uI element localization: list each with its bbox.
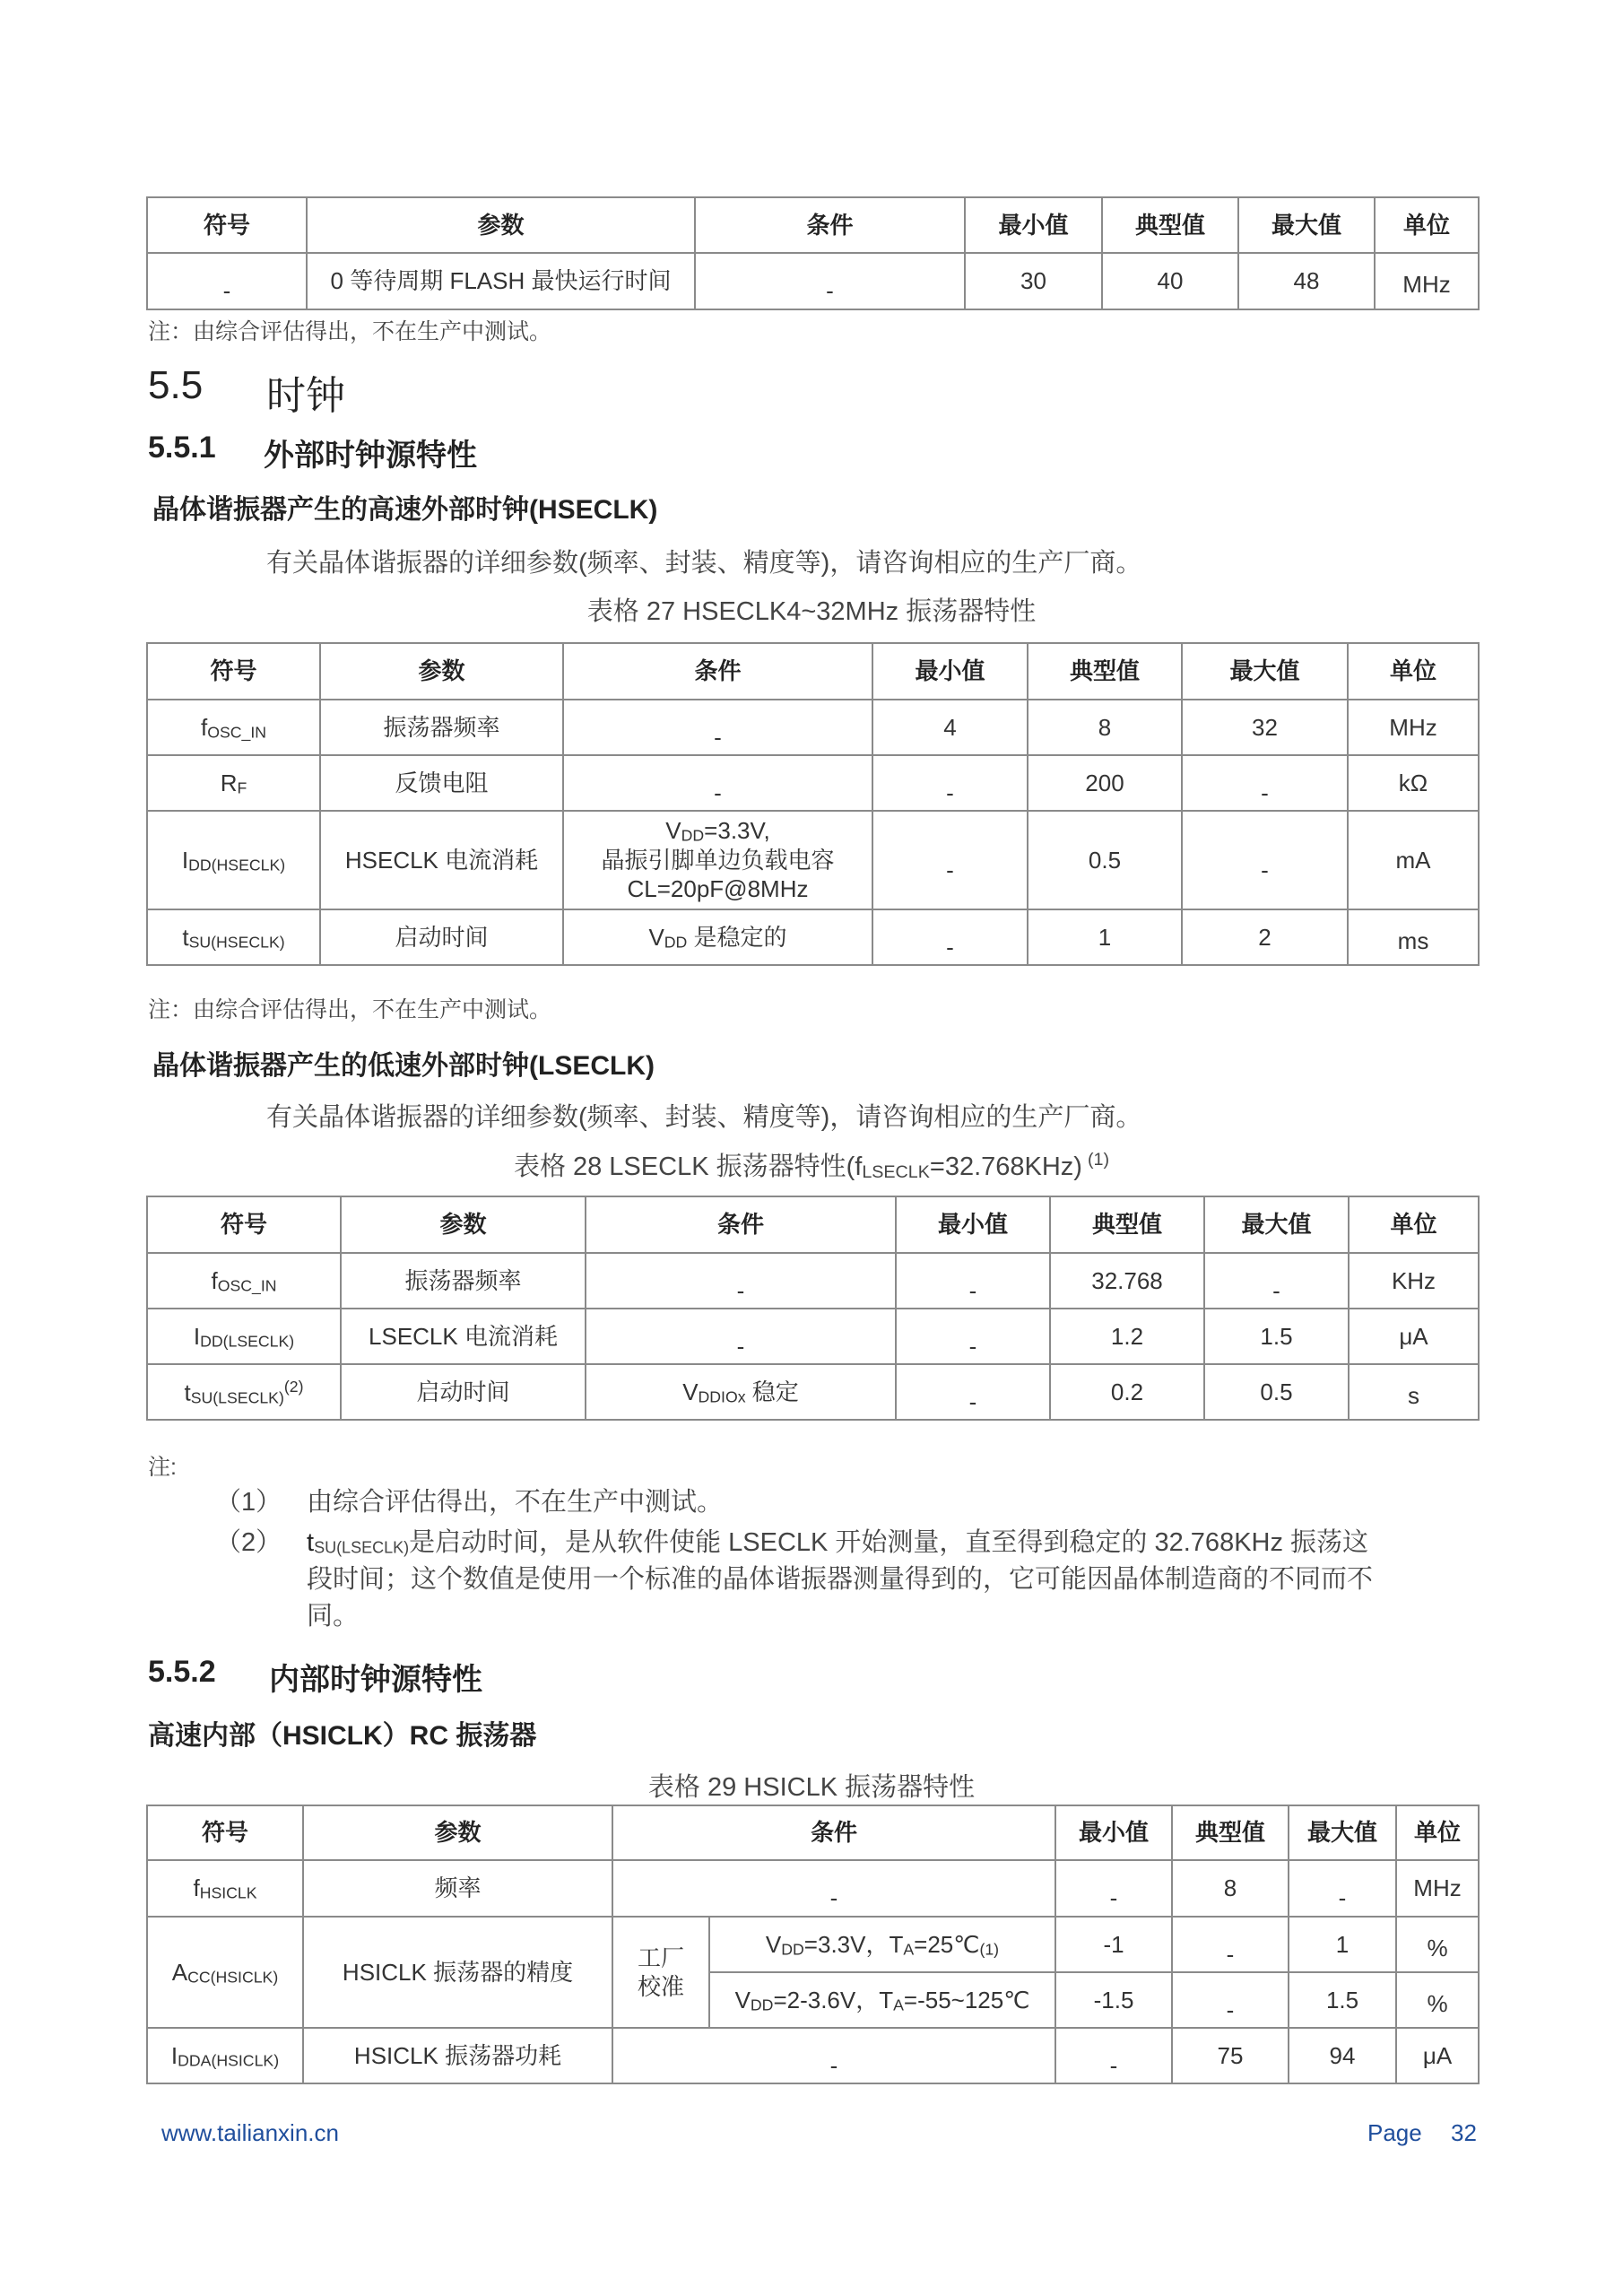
table-row (147, 811, 1479, 909)
cell-cond: VDD=3.3V，TA=25℃(1) (709, 1917, 1055, 1972)
header-symbol: 符号 (147, 643, 320, 700)
table-row (147, 1309, 1479, 1364)
cell-typ: 200 (1028, 755, 1182, 811)
table-header-row (147, 1805, 1479, 1860)
header-min: 最小值 (965, 197, 1102, 253)
note-1-number: （1） (215, 1488, 282, 1517)
header-cond: 条件 (586, 1196, 896, 1253)
cell-cond: - (612, 2028, 1055, 2083)
table-note: 注：由综合评估得出，不在生产中测试。 (148, 319, 552, 344)
cell-param: LSECLK 电流消耗 (341, 1309, 586, 1364)
cell-param: 反馈电阻 (320, 755, 563, 811)
header-cond: 条件 (695, 197, 965, 253)
hseclk-table (146, 642, 1480, 966)
cell-typ: - (1172, 1972, 1289, 2028)
cell-min: - (896, 1253, 1050, 1309)
cell-symbol: fOSC_IN (147, 1253, 341, 1309)
hse-table-caption: 表格 27 HSECLK4~32MHz 振荡器特性 (586, 597, 1037, 626)
cell-max: 2 (1182, 909, 1348, 965)
hsiclk-table (146, 1805, 1480, 2084)
cell-min: - (872, 755, 1028, 811)
section-5-5-number: 5.5 (148, 363, 204, 407)
footer-page-label: Page (1367, 2119, 1422, 2146)
section-5-5-2-title: 内部时钟源特性 (269, 1663, 482, 1697)
lse-heading: 晶体谐振器产生的低速外部时钟(LSECLK) (152, 1051, 655, 1081)
cell-typ: 75 (1172, 2028, 1289, 2083)
table-row (147, 1860, 1479, 1917)
cell-cond: - (612, 1860, 1055, 1917)
cell-symbol: RF (147, 755, 320, 811)
cell-max: 0.5 (1204, 1364, 1349, 1420)
cell-unit: μA (1349, 1309, 1479, 1364)
header-min: 最小值 (1055, 1805, 1172, 1860)
cell-cond: - (586, 1309, 896, 1364)
cell-unit: s (1349, 1364, 1479, 1420)
note-1-text: 由综合评估得出，不在生产中测试。 (307, 1488, 724, 1517)
header-max: 最大值 (1289, 1805, 1396, 1860)
note-2-line-1: tSU(LSECLK)是启动时间，是从软件使能 LSECLK 开始测量，直至得到稳定的 32.768KHz 振荡这 (307, 1528, 1369, 1557)
cell-typ: 32.768 (1050, 1253, 1204, 1309)
lseclk-table (146, 1196, 1480, 1421)
cell-cond (563, 811, 872, 909)
cell-min: - (896, 1309, 1050, 1364)
cell-typ: 8 (1172, 1860, 1289, 1917)
cell-min: -1.5 (1055, 1972, 1172, 2028)
hsi-heading: 高速内部（HSICLK）RC 振荡器 (148, 1721, 537, 1751)
cell-symbol: fOSC_IN (147, 700, 320, 755)
cell-unit: MHz (1375, 253, 1479, 309)
cell-unit: % (1396, 1917, 1479, 1972)
header-typ: 典型值 (1172, 1805, 1289, 1860)
cell-param: 振荡器频率 (341, 1253, 586, 1309)
table-row (147, 1917, 1479, 1972)
section-5-5-title: 时钟 (266, 374, 345, 418)
cell-param: 振荡器频率 (320, 700, 563, 755)
cell-symbol: fHSICLK (147, 1860, 303, 1917)
cell-max: 32 (1182, 700, 1348, 755)
table-header-row (147, 643, 1479, 700)
header-max: 最大值 (1238, 197, 1375, 253)
cell-max: - (1182, 811, 1348, 909)
cell-max: 1.5 (1289, 1972, 1396, 2028)
cell-param: HSECLK 电流消耗 (320, 811, 563, 909)
cell-unit: ms (1348, 909, 1479, 965)
cell-max: 94 (1289, 2028, 1396, 2083)
cell-unit: MHz (1396, 1860, 1479, 1917)
cell-cond-group: 工厂 校准 (612, 1917, 709, 2028)
cond-line-2: 晶振引脚单边负载电容 (601, 846, 835, 874)
cell-param: 0 等待周期 FLASH 最快运行时间 (307, 253, 695, 309)
hse-paragraph: 有关晶体谐振器的详细参数(频率、封装、精度等)，请咨询相应的生产厂商。 (266, 549, 1142, 578)
header-min: 最小值 (896, 1196, 1050, 1253)
cell-min: -1 (1055, 1917, 1172, 1972)
cell-min: - (896, 1364, 1050, 1420)
table-row (147, 1364, 1479, 1420)
cell-unit: MHz (1348, 700, 1479, 755)
cell-min: - (872, 909, 1028, 965)
cell-min: 30 (965, 253, 1102, 309)
cell-unit: % (1396, 1972, 1479, 2028)
cell-unit: KHz (1349, 1253, 1479, 1309)
cell-symbol: tSU(HSECLK) (147, 909, 320, 965)
cell-typ: 0.2 (1050, 1364, 1204, 1420)
table-row (147, 2028, 1479, 2083)
cell-param: HSICLK 振荡器功耗 (303, 2028, 612, 2083)
table-header-row (147, 1196, 1479, 1253)
cell-max: 1.5 (1204, 1309, 1349, 1364)
cell-symbol: - (147, 253, 307, 309)
section-5-5-2-number: 5.5.2 (148, 1655, 216, 1689)
table-header-row (147, 197, 1479, 253)
cell-symbol: IDD(LSECLK) (147, 1309, 341, 1364)
header-symbol: 符号 (147, 197, 307, 253)
table-row (147, 253, 1479, 309)
cell-min: - (1055, 1860, 1172, 1917)
header-param: 参数 (341, 1196, 586, 1253)
cell-typ: 40 (1102, 253, 1238, 309)
cell-param: 启动时间 (341, 1364, 586, 1420)
header-param: 参数 (303, 1805, 612, 1860)
cell-max: - (1204, 1253, 1349, 1309)
footer-website-link[interactable]: www.tailianxin.cn (161, 2119, 339, 2146)
cell-cond: VDD 是稳定的 (563, 909, 872, 965)
cell-unit: μA (1396, 2028, 1479, 2083)
header-param: 参数 (320, 643, 563, 700)
section-5-5-1-title: 外部时钟源特性 (264, 439, 477, 473)
notes-label: 注: (148, 1455, 177, 1480)
table-row (147, 1253, 1479, 1309)
cell-min: - (1055, 2028, 1172, 2083)
cell-typ: 1.2 (1050, 1309, 1204, 1364)
header-min: 最小值 (872, 643, 1028, 700)
cell-cond: - (695, 253, 965, 309)
cell-cond: VDDIOx 稳定 (586, 1364, 896, 1420)
cell-max: 1 (1289, 1917, 1396, 1972)
cell-cond: - (563, 755, 872, 811)
cell-max: - (1289, 1860, 1396, 1917)
cell-typ: 0.5 (1028, 811, 1182, 909)
header-symbol: 符号 (147, 1805, 303, 1860)
header-unit: 单位 (1396, 1805, 1479, 1860)
cell-unit: mA (1348, 811, 1479, 909)
cell-symbol: IDD(HSECLK) (147, 811, 320, 909)
header-unit: 单位 (1349, 1196, 1479, 1253)
cell-min: 4 (872, 700, 1028, 755)
hse-note: 注：由综合评估得出，不在生产中测试。 (148, 997, 552, 1022)
header-typ: 典型值 (1102, 197, 1238, 253)
cell-max: 48 (1238, 253, 1375, 309)
cell-typ: 1 (1028, 909, 1182, 965)
hse-heading: 晶体谐振器产生的高速外部时钟(HSECLK) (152, 495, 658, 525)
cell-symbol: tSU(LSECLK)$^{(2)}$ (147, 1364, 341, 1420)
cell-cond: - (586, 1253, 896, 1309)
table-row (147, 909, 1479, 965)
header-typ: 典型值 (1050, 1196, 1204, 1253)
section-5-5-1-number: 5.5.1 (148, 430, 216, 465)
cell-min: - (872, 811, 1028, 909)
header-unit: 单位 (1348, 643, 1479, 700)
header-unit: 单位 (1375, 197, 1479, 253)
cell-symbol: IDDA(HSICLK) (147, 2028, 303, 2083)
cond-line-3: CL=20pF@8MHz (627, 875, 809, 903)
cell-max: - (1182, 755, 1348, 811)
header-cond: 条件 (612, 1805, 1055, 1860)
hsi-table-caption: 表格 29 HSICLK 振荡器特性 (647, 1773, 976, 1802)
cell-cond: - (563, 700, 872, 755)
header-max: 最大值 (1204, 1196, 1349, 1253)
flash-speed-table (146, 196, 1480, 310)
cell-typ: - (1172, 1917, 1289, 1972)
cell-param: HSICLK 振荡器的精度 (303, 1917, 612, 2028)
table-row (147, 700, 1479, 755)
cond-line-1: VDD=3.3V, (665, 817, 770, 845)
header-typ: 典型值 (1028, 643, 1182, 700)
header-param: 参数 (307, 197, 695, 253)
table-row (147, 755, 1479, 811)
header-symbol: 符号 (147, 1196, 341, 1253)
note-2-number: （2） (215, 1528, 282, 1557)
note-2-line-3: 同。 (307, 1602, 360, 1631)
cell-param: 频率 (303, 1860, 612, 1917)
lse-table-caption: 表格 28 LSECLK 振荡器特性(fLSECLK=32.768KHz) $^{(1)}$ (513, 1150, 1110, 1182)
cell-unit: kΩ (1348, 755, 1479, 811)
header-cond: 条件 (563, 643, 872, 700)
note-2-line-2: 段时间；这个数值是使用一个标准的晶体谐振器测量得到的，它可能因晶体制造商的不同而不 (307, 1565, 1374, 1594)
lse-paragraph: 有关晶体谐振器的详细参数(频率、封装、精度等)，请咨询相应的生产厂商。 (266, 1103, 1142, 1132)
cell-symbol: ACC(HSICLK) (147, 1917, 303, 2028)
cell-param: 启动时间 (320, 909, 563, 965)
footer-page-number: 32 (1451, 2119, 1477, 2146)
cell-typ: 8 (1028, 700, 1182, 755)
cell-cond: VDD=2-3.6V，TA=-55~125℃ (709, 1972, 1055, 2028)
header-max: 最大值 (1182, 643, 1348, 700)
